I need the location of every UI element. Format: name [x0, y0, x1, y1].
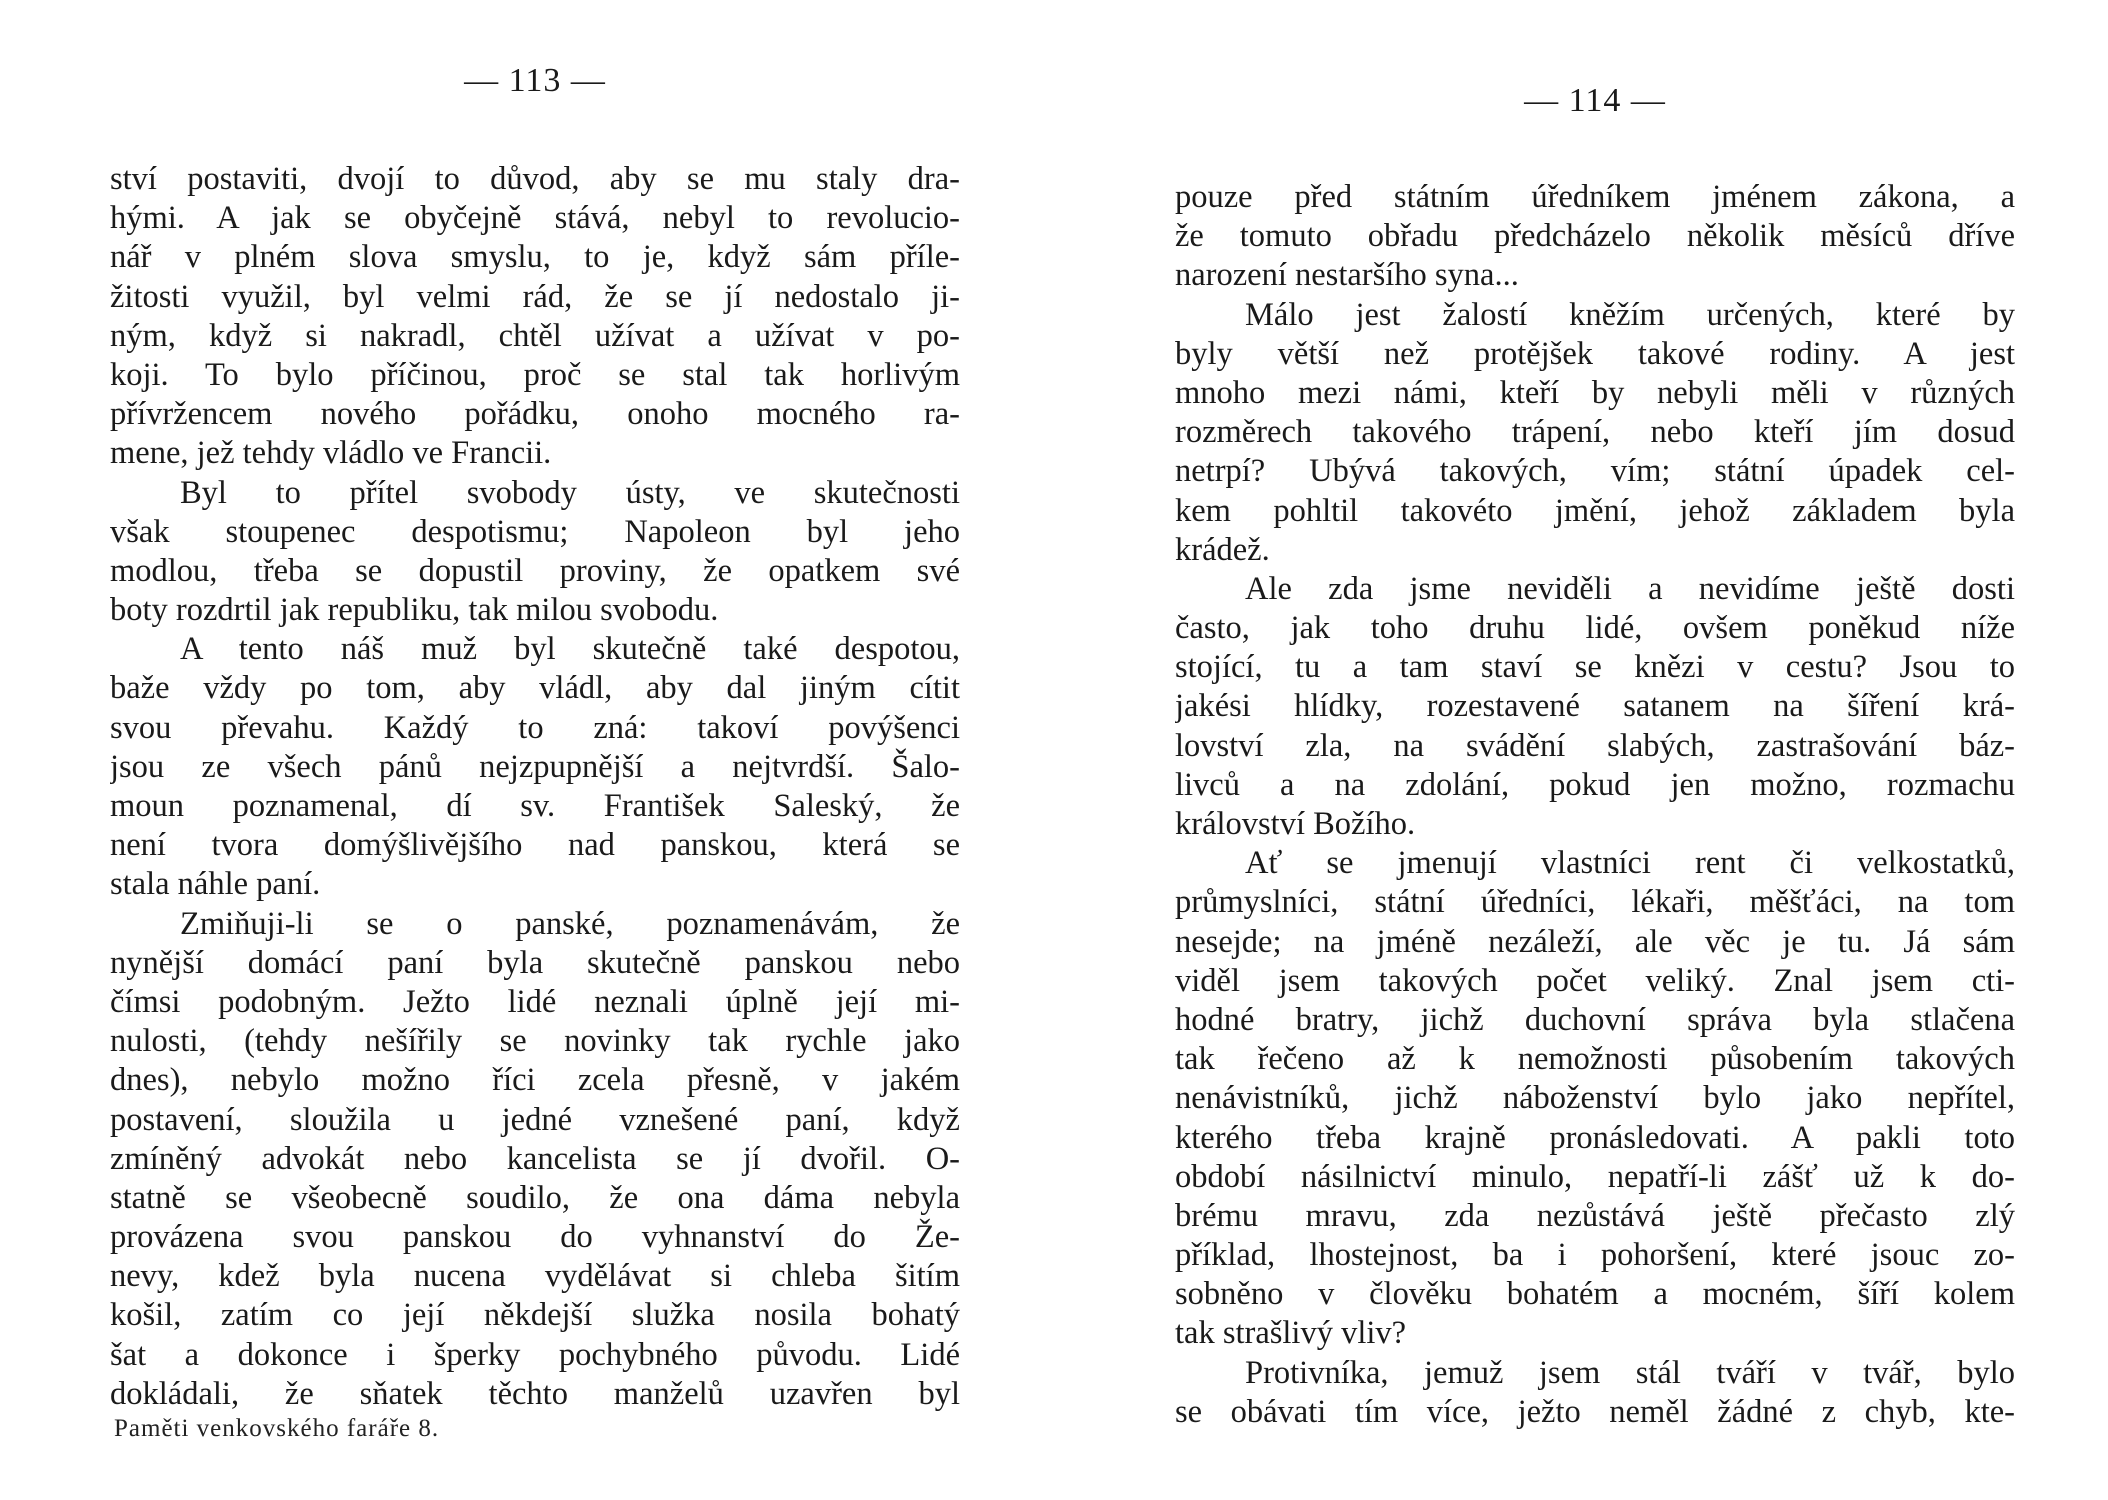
text-line: Ale zda jsme neviděli a nevidíme ještě dosti: [1245, 570, 2015, 607]
text-line: baže vždy po tom, aby vládl, aby dal jiným cítit: [110, 670, 960, 707]
text-line: však stoupenec despotismu; Napoleon byl jeho: [110, 513, 960, 550]
text-line: stala náhle paní.: [110, 866, 321, 903]
text-line: často, jak toho druhu lidé, ovšem poněkud níže: [1175, 610, 2015, 647]
text-line: košil, zatím co její někdejší služka nosila bohatý: [110, 1297, 960, 1334]
text-line: Zmiňuji-li se o panské, poznamenávám, že: [180, 905, 960, 942]
text-line: postavení, sloužila u jedné vznešené paní, když: [110, 1101, 960, 1138]
text-line: se obávati tím více, ježto neměl žádné z chyb, kte-: [1175, 1393, 2015, 1430]
text-line: období násilnictví minulo, nepatří-li zášť už k do-: [1175, 1158, 2015, 1195]
text-line: provázena svou panskou do vyhnanství do Že-: [110, 1219, 960, 1256]
text-line: nenávistníků, jichž náboženství bylo jako nepřítel,: [1175, 1080, 2015, 1117]
right-page: [1175, 0, 2015, 1500]
text-line: krádež.: [1175, 531, 1270, 568]
text-line: livců a na zdolání, pokud jen možno, rozmachu: [1175, 766, 2015, 803]
text-line: brému mravu, zda nezůstává ještě přečasto zlý: [1175, 1197, 2015, 1234]
text-line: nevy, kdež byla nucena vydělávat si chleba šitím: [110, 1258, 960, 1295]
text-line: příklad, lhostejnost, ba i pohoršení, které jsouc zo-: [1175, 1237, 2015, 1274]
text-line: stojící, tu a tam staví se knězi v cestu? Jsou to: [1175, 649, 2015, 686]
text-line: moun poznamenal, dí sv. František Saleský, že: [110, 788, 960, 824]
text-line: přívržencem nového pořádku, onoho mocného ra-: [110, 396, 960, 433]
text-line: království Božího.: [1175, 806, 1416, 842]
text-line: koji. To bylo příčinou, proč se stal tak horlivým: [110, 356, 960, 393]
text-line: rozměrech takového trápení, nebo kteří jím dosud: [1175, 414, 2015, 451]
text-line: jakési hlídky, rozestavené satanem na šíření krá-: [1175, 688, 2015, 725]
text-line: dnes), nebylo možno říci zcela přesně, v jakém: [110, 1062, 960, 1099]
text-line: jsou ze všech pánů nejzpupnější a nejtvrdší. Šalo-: [110, 748, 960, 785]
text-line: tak řečeno až k nemožnosti působením takových: [1175, 1041, 2015, 1078]
text-line: hodné bratry, jichž duchovní správa byla stlačena: [1175, 1001, 2015, 1038]
text-line: tak strašlivý vliv?: [1175, 1315, 1407, 1352]
text-line: není tvora domýšlivějšího nad panskou, která se: [110, 827, 960, 864]
text-line: hými. A jak se obyčejně stává, nebyl to revolucio-: [110, 200, 960, 237]
text-line: Málo jest žalostí kněžím určených, které by: [1245, 296, 2015, 333]
text-line: čímsi podobným. Ježto lidé neznali úplně její mi-: [110, 983, 960, 1020]
text-line: Byl to přítel svobody ústy, ve skutečnosti: [180, 474, 960, 511]
text-line: boty rozdrtil jak republiku, tak milou svobodu.: [110, 592, 719, 629]
text-line: narození nestaršího syna...: [1175, 257, 1519, 294]
text-line: nynější domácí paní byla skutečně panskou nebo: [110, 944, 960, 981]
text-line: kem pohltil takovéto jmění, jehož základem byla: [1175, 492, 2015, 529]
text-line: žitosti využil, byl velmi rád, že se jí nedostalo ji-: [110, 278, 960, 315]
text-line: dokládali, že sňatek těchto manželů uzavřen byl: [110, 1375, 960, 1412]
text-line: netrpí? Ubývá takových, vím; státní úpadek cel-: [1175, 453, 2015, 490]
text-line: svou převahu. Každý to zná: takoví povýšenci: [110, 709, 960, 746]
text-line: ným, když si nakradl, chtěl užívat a užívat v po-: [110, 317, 960, 354]
left-page: [110, 0, 960, 1500]
text-line: lovství zla, na svádění slabých, zastrašování báz-: [1175, 727, 2015, 764]
text-line: Ať se jmenují vlastníci rent či velkostatků,: [1245, 845, 2015, 882]
text-line: nesejde; na jméně nezáleží, ale věc je tu. Já sám: [1175, 923, 2015, 960]
text-line: kterého třeba krajně pronásledovati. A pakli toto: [1175, 1119, 2015, 1156]
text-line: ství postaviti, dvojí to důvod, aby se mu staly dra-: [110, 161, 960, 197]
text-line: Protivníka, jemuž jsem stál tváří v tvář, bylo: [1245, 1354, 2015, 1391]
text-line: mnoho mezi námi, kteří by nebyli měli v různých: [1175, 374, 2015, 411]
left-page-text: [110, 160, 960, 1414]
page-number-left: — 113 —: [464, 62, 606, 99]
text-line: mene, jež tehdy vládlo ve Francii.: [110, 435, 552, 472]
text-line: sobněno v člověku bohatém a mocném, šíří kolem: [1175, 1276, 2015, 1313]
signature-mark: Paměti venkovského faráře 8.: [114, 1415, 440, 1442]
text-line: viděl jsem takových počet veliký. Znal jsem cti-: [1175, 962, 2015, 999]
text-line: A tento náš muž byl skutečně také despotou,: [180, 631, 960, 668]
right-page-text: [1175, 178, 2015, 1432]
text-line: byly větší než protějšek takové rodiny. A jest: [1175, 335, 2015, 372]
text-line: nář v plném slova smyslu, to je, když sám příle-: [110, 239, 960, 276]
text-line: statně se všeobecně soudilo, že ona dáma nebyla: [110, 1179, 960, 1216]
text-line: že tomuto obřadu předcházelo několik měsíců dříve: [1175, 218, 2015, 255]
text-line: šat a dokonce i šperky pochybného původu. Lidé: [110, 1336, 960, 1373]
page-number-right: — 114 —: [1524, 82, 1666, 119]
text-line: pouze před státním úředníkem jménem zákona, a: [1175, 179, 2015, 215]
text-line: průmyslníci, státní úředníci, lékaři, měšťáci, na tom: [1175, 884, 2015, 921]
text-line: nulosti, (tehdy nešířily se novinky tak rychle jako: [110, 1023, 960, 1060]
text-line: zmíněný advokát nebo kancelista se jí dvořil. O-: [110, 1140, 960, 1177]
text-line: modlou, třeba se dopustil proviny, že opatkem své: [110, 552, 960, 589]
